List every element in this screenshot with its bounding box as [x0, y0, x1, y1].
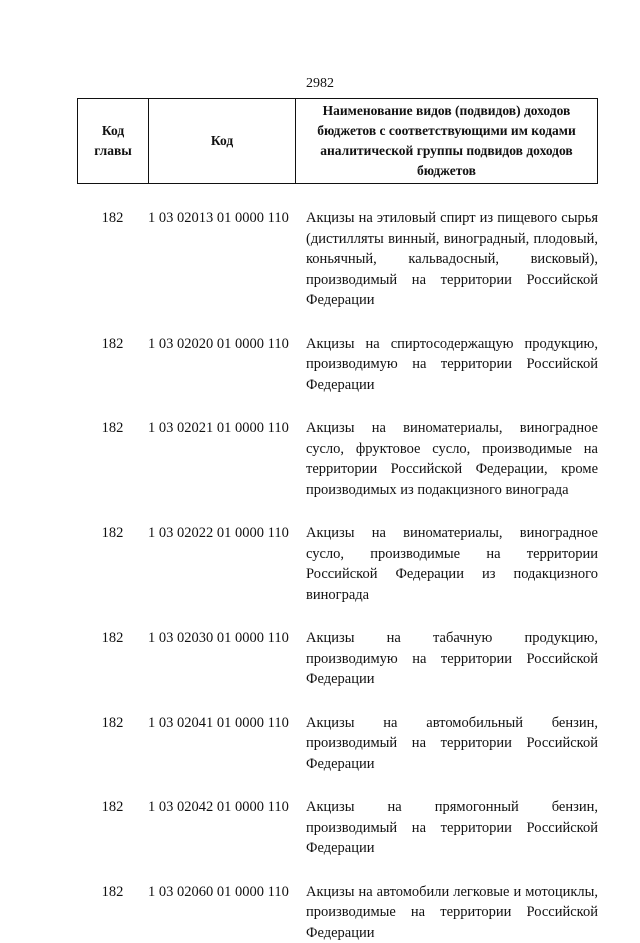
- budget-code: 1 03 02020 01 0000 110: [148, 334, 299, 396]
- income-name: Акцизы на виноматериалы, виноградное сусло, фруктовое сусло, производимые на территории Российской Федерации, кроме производимых из подакцизного винограда: [299, 418, 598, 500]
- budget-code: 1 03 02022 01 0000 110: [148, 523, 299, 605]
- income-name: Акцизы на спиртосодержащую продукцию, производимую на территории Российской Федерации: [299, 334, 598, 396]
- budget-code: 1 03 02060 01 0000 110: [148, 882, 299, 943]
- chapter-code: 182: [77, 882, 148, 943]
- table-row: [77, 523, 598, 605]
- income-name: Акцизы на автомобили легковые и мотоциклы, производимые на территории Российской Федерации: [299, 882, 598, 943]
- table-row: [77, 208, 598, 311]
- chapter-code: 182: [77, 713, 148, 775]
- table-row: [77, 334, 598, 396]
- chapter-code: 182: [77, 334, 148, 396]
- table-row: [77, 882, 598, 943]
- budget-code: 1 03 02021 01 0000 110: [148, 418, 299, 500]
- table-body: [77, 208, 598, 943]
- table-row: [77, 418, 598, 500]
- table-row: [77, 628, 598, 690]
- chapter-code: 182: [77, 418, 148, 500]
- budget-code: 1 03 02030 01 0000 110: [148, 628, 299, 690]
- table-header: [77, 98, 598, 184]
- income-name: Акцизы на автомобильный бензин, производимый на территории Российской Федерации: [299, 713, 598, 775]
- table-row: [77, 713, 598, 775]
- chapter-code: 182: [77, 628, 148, 690]
- chapter-code: 182: [77, 523, 148, 605]
- header-code: Код: [149, 99, 296, 184]
- budget-code: 1 03 02013 01 0000 110: [148, 208, 299, 311]
- chapter-code: 182: [77, 797, 148, 859]
- income-name: Акцизы на табачную продукцию, производимую на территории Российской Федерации: [299, 628, 598, 690]
- header-name: Наименование видов (подвидов) доходов бюджетов с соответствующими им кодами аналитической группы подвидов доходов бюджетов: [296, 99, 598, 184]
- income-name: Акцизы на этиловый спирт из пищевого сырья (дистилляты винный, виноградный, плодовый, коньячный, кальвадосный, висковый), производимый на территории Российской Федерации: [299, 208, 598, 311]
- income-name: Акцизы на виноматериалы, виноградное сусло, производимые на территории Российской Федерации из подакцизного винограда: [299, 523, 598, 605]
- budget-code: 1 03 02041 01 0000 110: [148, 713, 299, 775]
- budget-code: 1 03 02042 01 0000 110: [148, 797, 299, 859]
- header-chapter-code: Код главы: [78, 99, 149, 184]
- income-name: Акцизы на прямогонный бензин, производимый на территории Российской Федерации: [299, 797, 598, 859]
- chapter-code: 182: [77, 208, 148, 311]
- table-row: [77, 797, 598, 859]
- page-number: 2982: [0, 76, 640, 92]
